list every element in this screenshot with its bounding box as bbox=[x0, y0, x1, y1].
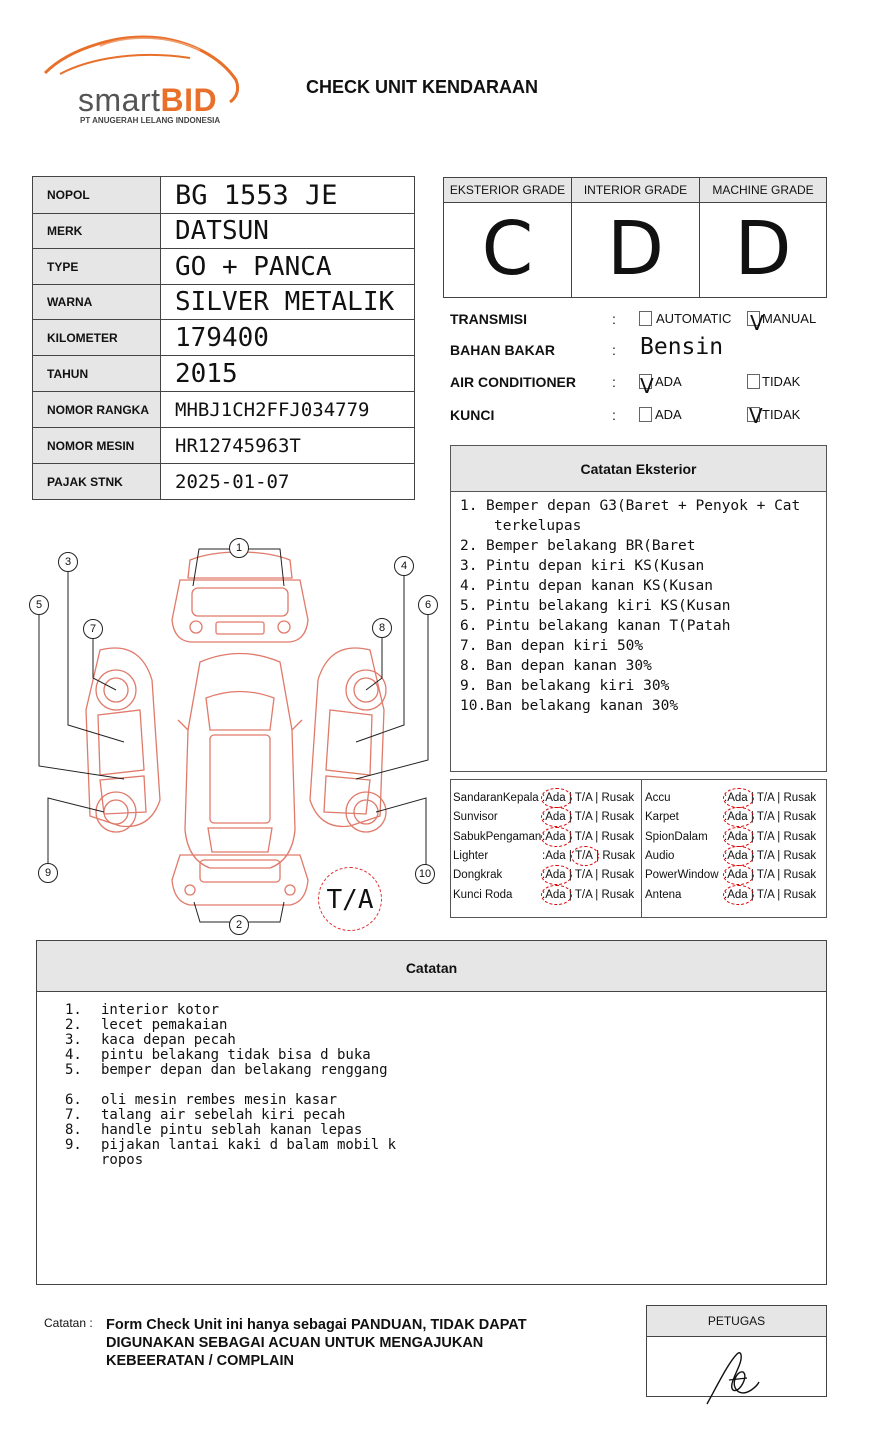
vehicle-info-table bbox=[32, 176, 415, 500]
colon: : bbox=[724, 792, 728, 804]
kunci-label: KUNCI bbox=[450, 407, 495, 423]
callout-5: 5 bbox=[29, 595, 49, 615]
accessory-option[interactable]: Rusak bbox=[602, 849, 635, 862]
accessories-panel bbox=[450, 779, 827, 918]
item-text: bemper depan dan belakang renggang bbox=[101, 1062, 388, 1078]
item-number: 3. bbox=[460, 558, 478, 574]
automatic-label: AUTOMATIC bbox=[656, 311, 732, 326]
colon: : bbox=[724, 849, 728, 862]
item-number: 7. bbox=[460, 638, 478, 654]
accessory-option[interactable]: T/A bbox=[574, 811, 593, 824]
accessory-name: Karpet bbox=[645, 811, 679, 824]
bahan-bakar-label: BAHAN BAKAR bbox=[450, 342, 555, 358]
accessory-option[interactable]: T/A bbox=[756, 792, 775, 804]
list-item bbox=[65, 1138, 396, 1153]
separator: | bbox=[592, 792, 602, 804]
colon: : bbox=[542, 792, 546, 804]
accessory-option[interactable]: Rusak bbox=[601, 792, 635, 804]
accessory-option[interactable]: Rusak bbox=[601, 811, 635, 824]
notes-list bbox=[65, 1003, 396, 1168]
info-label: WARNA bbox=[33, 285, 161, 320]
list-item bbox=[65, 1108, 396, 1123]
accessory-name: Audio bbox=[645, 849, 675, 862]
separator: | bbox=[565, 869, 575, 882]
list-item bbox=[65, 1033, 396, 1048]
item-number: 6. bbox=[65, 1092, 82, 1108]
item-text: Ban belakang kanan 30% bbox=[486, 698, 679, 714]
list-item bbox=[460, 656, 800, 676]
item-text: Ban belakang kiri 30% bbox=[486, 678, 670, 694]
separator: | bbox=[747, 792, 757, 804]
separator: | bbox=[565, 888, 575, 901]
separator: | bbox=[592, 869, 602, 882]
callout-2: 2 bbox=[229, 915, 249, 935]
list-item bbox=[65, 1123, 396, 1138]
item-number: 7. bbox=[65, 1107, 82, 1123]
item-number: 5. bbox=[460, 598, 478, 614]
accessory-option[interactable]: Ada bbox=[545, 792, 566, 804]
colon: : bbox=[542, 849, 546, 862]
separator: | bbox=[747, 869, 757, 882]
item-text: Ban depan kanan 30% bbox=[486, 658, 652, 674]
accessory-name: SpionDalam bbox=[645, 830, 708, 843]
accessory-option[interactable]: T/A bbox=[574, 830, 593, 843]
accessory-option[interactable]: Rusak bbox=[783, 792, 817, 804]
accessory-option[interactable]: T/A bbox=[574, 869, 593, 882]
item-number: 9. bbox=[65, 1137, 82, 1153]
grade-value: C bbox=[481, 206, 534, 292]
grade-value: D bbox=[734, 206, 792, 292]
accessory-name: Kunci Roda bbox=[453, 888, 513, 901]
machine-grade bbox=[700, 178, 826, 297]
accessory-option[interactable]: Ada bbox=[727, 869, 748, 882]
info-label: NOMOR MESIN bbox=[33, 428, 161, 464]
colon: : bbox=[612, 374, 616, 390]
grade-label: MACHINE GRADE bbox=[700, 178, 826, 203]
list-item bbox=[460, 496, 800, 516]
ac-ada-label: ADA bbox=[655, 374, 682, 389]
colon: : bbox=[612, 311, 616, 327]
accessory-option[interactable]: Rusak bbox=[783, 869, 817, 882]
list-item bbox=[460, 696, 800, 716]
list-item bbox=[460, 576, 800, 596]
footer-disclaimer: Form Check Unit ini hanya sebagai PANDUAN, TIDAK DAPAT DIGUNAKAN SEBAGAI ACUAN UNTUK MENGAJUKAN KEBEERATAN / COMPLAIN bbox=[106, 1317, 527, 1369]
info-label: NOMOR RANGKA bbox=[33, 392, 161, 428]
colon: : bbox=[612, 342, 616, 358]
notes-title: Catatan bbox=[37, 941, 826, 992]
accessory-option[interactable]: T/A bbox=[756, 869, 775, 882]
list-item bbox=[460, 536, 800, 556]
accessory-name: PowerWindow bbox=[645, 869, 719, 882]
item-text: oli mesin rembes mesin kasar bbox=[101, 1092, 338, 1108]
exterior-notes-panel bbox=[450, 445, 827, 772]
accessory-option[interactable]: Ada bbox=[545, 849, 566, 862]
page-title: CHECK UNIT KENDARAAN bbox=[306, 77, 538, 97]
info-value-kilometer: 179400 bbox=[161, 320, 415, 356]
info-label: KILOMETER bbox=[33, 320, 161, 356]
info-label: NOPOL bbox=[33, 177, 161, 214]
item-text: Bemper belakang BR(Baret bbox=[486, 538, 696, 554]
item-text: pintu belakang tidak bisa d buka bbox=[101, 1047, 371, 1063]
item-text: talang air sebelah kiri pecah bbox=[101, 1107, 346, 1123]
manual-label: MANUAL bbox=[762, 311, 817, 326]
separator: | bbox=[565, 792, 575, 804]
separator: | bbox=[774, 869, 784, 882]
info-value-tahun: 2015 bbox=[161, 356, 415, 392]
info-value-pajak-stnk: 2025-01-07 bbox=[161, 464, 415, 500]
accessory-option[interactable]: T/A bbox=[756, 849, 775, 862]
list-item bbox=[65, 1093, 396, 1108]
ac-tidak-label: TIDAK bbox=[762, 374, 801, 389]
accessory-name: Lighter bbox=[453, 849, 489, 862]
grade-label: EKSTERIOR GRADE bbox=[444, 178, 571, 203]
accessory-option[interactable]: T/A bbox=[574, 888, 593, 901]
exterior-grade bbox=[444, 178, 572, 297]
list-item bbox=[460, 676, 800, 696]
accessory-name: Antena bbox=[645, 888, 682, 901]
item-text: handle pintu seblah kanan lepas bbox=[101, 1122, 363, 1138]
callout-8: 8 bbox=[372, 618, 392, 638]
item-text: Bemper depan G3(Baret + Penyok + Cat bbox=[486, 498, 801, 514]
accessory-option[interactable]: T/A bbox=[756, 888, 775, 901]
separator: | bbox=[565, 830, 575, 843]
colon: : bbox=[542, 888, 546, 901]
item-number: 10. bbox=[460, 698, 487, 714]
item-number: 1. bbox=[460, 498, 478, 514]
callout-3: 3 bbox=[58, 552, 78, 572]
footer-label: Catatan : bbox=[44, 1316, 93, 1330]
accessory-option[interactable]: Rusak bbox=[601, 830, 635, 843]
ac-tidak-checkbox[interactable] bbox=[747, 374, 760, 389]
accessory-name: SabukPengaman bbox=[453, 830, 542, 843]
item-number: 1. bbox=[65, 1002, 82, 1018]
kunci-tidak-label: TIDAK bbox=[762, 407, 801, 422]
info-label: MERK bbox=[33, 214, 161, 249]
accessory-option[interactable]: Rusak bbox=[783, 888, 817, 901]
separator: | bbox=[774, 830, 784, 843]
item-number: 5. bbox=[65, 1062, 82, 1078]
table-row bbox=[33, 177, 415, 214]
separator: | bbox=[565, 849, 576, 862]
accessory-option[interactable]: Rusak bbox=[783, 849, 817, 862]
item-text: terkelupas bbox=[494, 518, 582, 534]
accessory-option[interactable]: T/A bbox=[756, 811, 775, 824]
notes-panel bbox=[36, 940, 827, 1285]
item-number: 8. bbox=[65, 1122, 82, 1138]
signature-icon bbox=[699, 1342, 769, 1412]
table-row bbox=[33, 464, 415, 500]
item-number: 3. bbox=[65, 1032, 82, 1048]
exterior-notes-title: Catatan Eksterior bbox=[451, 446, 826, 492]
info-value-type: GO + PANCA bbox=[161, 249, 415, 285]
accessory-option[interactable]: Ada bbox=[727, 792, 748, 804]
separator: | bbox=[592, 849, 603, 862]
accessory-option[interactable]: Ada bbox=[545, 888, 566, 901]
accessory-option[interactable]: Ada bbox=[727, 811, 748, 824]
list-item bbox=[460, 556, 800, 576]
air-conditioner-label: AIR CONDITIONER bbox=[450, 374, 576, 390]
separator: | bbox=[747, 888, 757, 901]
info-label: PAJAK STNK bbox=[33, 464, 161, 500]
car-damage-diagram bbox=[20, 530, 450, 940]
colon: : bbox=[724, 888, 728, 901]
table-row bbox=[33, 392, 415, 428]
item-number: 9. bbox=[460, 678, 478, 694]
ta-stamp: T/A bbox=[318, 867, 382, 931]
separator: | bbox=[747, 849, 757, 862]
separator: | bbox=[592, 888, 602, 901]
list-item bbox=[65, 1063, 396, 1078]
accessory-name: Accu bbox=[645, 792, 671, 804]
bahan-bakar-value: Bensin bbox=[640, 334, 724, 360]
colon: : bbox=[724, 811, 728, 824]
accessory-option[interactable]: Ada bbox=[727, 888, 748, 901]
accessory-option[interactable]: T/A bbox=[756, 830, 775, 843]
colon: : bbox=[724, 830, 728, 843]
callout-10: 10 bbox=[415, 864, 435, 884]
list-item bbox=[460, 516, 800, 536]
item-number: 4. bbox=[460, 578, 478, 594]
info-value-nomor-rangka: MHBJ1CH2FFJ034779 bbox=[161, 392, 415, 428]
callout-1: 1 bbox=[229, 538, 249, 558]
separator: | bbox=[747, 811, 757, 824]
item-number: 8. bbox=[460, 658, 478, 674]
info-value-merk: DATSUN bbox=[161, 214, 415, 249]
list-item bbox=[460, 596, 800, 616]
transmisi-label: TRANSMISI bbox=[450, 311, 527, 327]
separator: | bbox=[774, 792, 784, 804]
item-number: 6. bbox=[460, 618, 478, 634]
list-item bbox=[65, 1048, 396, 1063]
accessory-option[interactable]: Ada bbox=[727, 849, 748, 862]
item-text: Pintu belakang kiri KS(Kusan bbox=[486, 598, 731, 614]
accessory-option[interactable]: Rusak bbox=[601, 888, 635, 901]
accessory-name: SandaranKepala bbox=[453, 792, 539, 804]
grade-label: INTERIOR GRADE bbox=[572, 178, 699, 203]
separator: | bbox=[592, 811, 602, 824]
colon: : bbox=[542, 830, 546, 843]
kunci-ada-checkbox[interactable] bbox=[639, 407, 652, 422]
item-text: ropos bbox=[101, 1152, 144, 1168]
info-value-nopol: BG 1553 JE bbox=[161, 177, 415, 214]
table-row bbox=[33, 428, 415, 464]
separator: | bbox=[774, 888, 784, 901]
table-row bbox=[33, 356, 415, 392]
exterior-notes-list bbox=[460, 496, 800, 716]
accessory-option[interactable]: Ada bbox=[545, 869, 566, 882]
info-label: TAHUN bbox=[33, 356, 161, 392]
petugas-title: PETUGAS bbox=[647, 1306, 826, 1337]
separator: | bbox=[565, 811, 575, 824]
grade-panel bbox=[443, 177, 827, 298]
separator: | bbox=[774, 811, 784, 824]
colon: : bbox=[724, 869, 728, 882]
table-row bbox=[33, 285, 415, 320]
item-text: Pintu belakang kanan T(Patah bbox=[486, 618, 731, 634]
item-text: interior kotor bbox=[101, 1002, 220, 1018]
accessory-option[interactable]: Rusak bbox=[601, 869, 635, 882]
colon: : bbox=[612, 407, 616, 423]
list-item bbox=[460, 636, 800, 656]
colon: : bbox=[542, 811, 546, 824]
logo-subtitle: PT ANUGERAH LELANG INDONESIA bbox=[80, 116, 221, 125]
item-number: 2. bbox=[460, 538, 478, 554]
accessory-option[interactable]: T/A bbox=[575, 849, 593, 862]
petugas-box bbox=[646, 1305, 827, 1397]
accessory-option[interactable]: Rusak bbox=[783, 830, 817, 843]
item-text: Pintu depan kanan KS(Kusan bbox=[486, 578, 713, 594]
info-value-warna: SILVER METALIK bbox=[161, 285, 415, 320]
kunci-ada-label: ADA bbox=[655, 407, 682, 422]
table-row bbox=[33, 320, 415, 356]
checkmark-icon: V bbox=[750, 311, 764, 335]
interior-grade bbox=[572, 178, 700, 297]
checkmark-icon: V bbox=[749, 404, 763, 428]
item-text: Ban depan kiri 50% bbox=[486, 638, 644, 654]
separator: | bbox=[774, 849, 784, 862]
accessory-name: Dongkrak bbox=[453, 869, 503, 882]
grade-value: D bbox=[607, 206, 664, 292]
table-row bbox=[33, 249, 415, 285]
accessory-option[interactable]: Rusak bbox=[783, 811, 817, 824]
accessory-option[interactable]: Ada bbox=[545, 811, 566, 824]
list-item bbox=[65, 1153, 396, 1168]
list-item bbox=[460, 616, 800, 636]
automatic-checkbox[interactable] bbox=[639, 311, 652, 326]
accessory-name: Sunvisor bbox=[453, 811, 498, 824]
separator: | bbox=[592, 830, 602, 843]
checkmark-icon: V bbox=[640, 374, 654, 398]
item-text: Pintu depan kiri KS(Kusan bbox=[486, 558, 705, 574]
item-text: lecet pemakaian bbox=[101, 1017, 228, 1033]
table-row bbox=[33, 214, 415, 249]
accessory-option[interactable]: Ada bbox=[727, 830, 748, 843]
list-item bbox=[65, 1018, 396, 1033]
info-value-nomor-mesin: HR12745963T bbox=[161, 428, 415, 464]
info-label: TYPE bbox=[33, 249, 161, 285]
logo-wordmark: smartBID bbox=[78, 82, 218, 118]
separator: | bbox=[747, 830, 757, 843]
item-text: pijakan lantai kaki d balam mobil k bbox=[101, 1137, 397, 1153]
item-text: kaca depan pecah bbox=[101, 1032, 236, 1048]
callout-4: 4 bbox=[394, 556, 414, 576]
callout-6: 6 bbox=[418, 595, 438, 615]
accessory-option[interactable]: T/A bbox=[574, 792, 593, 804]
colon: : bbox=[542, 869, 546, 882]
callout-9: 9 bbox=[38, 863, 58, 883]
callout-7: 7 bbox=[83, 619, 103, 639]
list-item bbox=[65, 1003, 396, 1018]
item-number: 2. bbox=[65, 1017, 82, 1033]
accessory-option[interactable]: Ada bbox=[545, 830, 566, 843]
item-number: 4. bbox=[65, 1047, 82, 1063]
